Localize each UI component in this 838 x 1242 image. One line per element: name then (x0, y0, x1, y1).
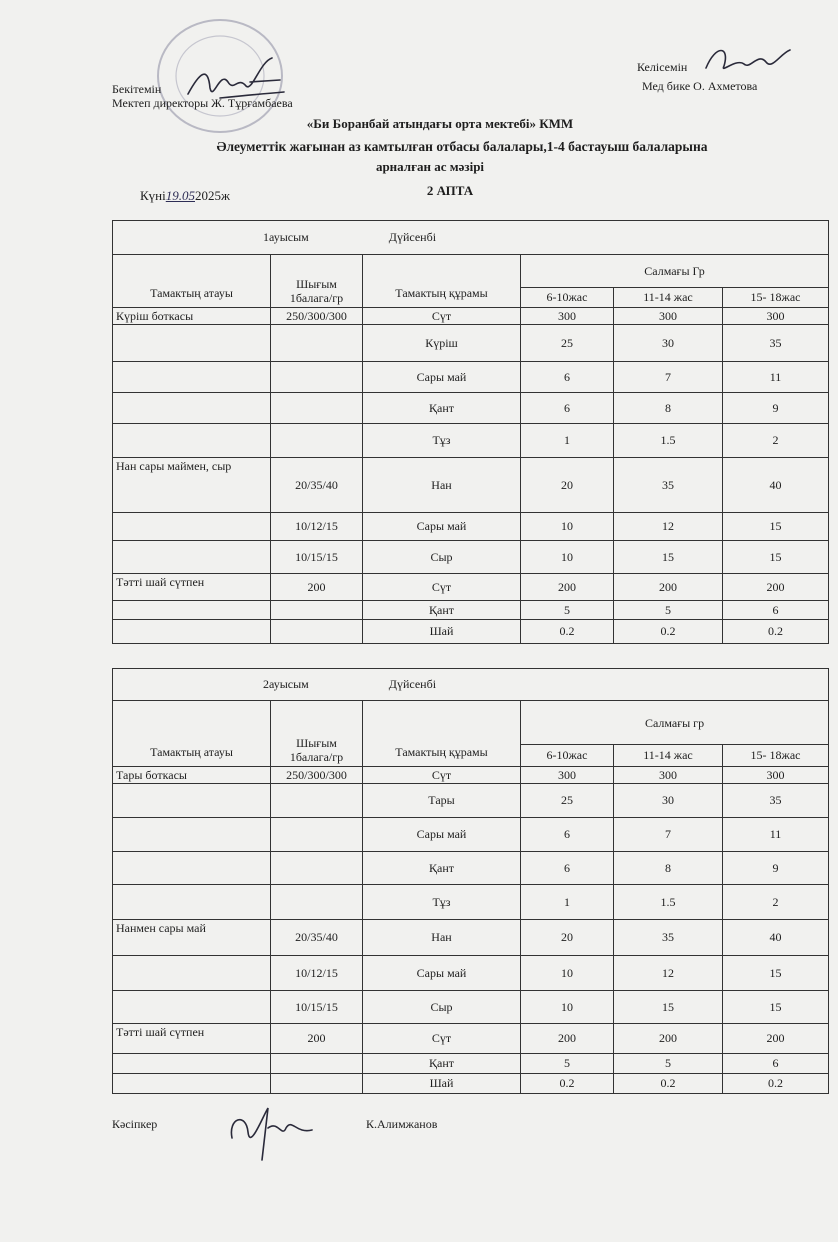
dish-name-cell: Тәтті шай сүтпен (113, 574, 271, 601)
table-row (113, 852, 829, 885)
portion-cell (271, 818, 363, 852)
dish-name-cell (113, 885, 271, 920)
col-composition: Тамактың құрамы (363, 255, 521, 308)
age-11-14-value: 300 (614, 308, 723, 325)
ingredient-cell: Күріш (363, 325, 521, 362)
table-row (113, 767, 829, 784)
age-11-14-value: 8 (614, 393, 723, 424)
table-row (113, 784, 829, 818)
portion-cell: 10/15/15 (271, 541, 363, 574)
menu-title-line2: арналған ас мәзірі (375, 159, 485, 174)
age-11-14-value: 12 (614, 956, 723, 991)
age-6-10-value: 6 (521, 362, 614, 393)
age-15-18-value: 35 (723, 325, 829, 362)
portion-cell: 10/12/15 (271, 956, 363, 991)
age-11-14-value: 30 (614, 325, 723, 362)
shift2-day: Дүйсенбі (388, 677, 437, 691)
age-15-18-value: 9 (723, 852, 829, 885)
col-dish-name: Тамактың атауы (113, 255, 271, 308)
age-11-14-value: 35 (614, 920, 723, 956)
age-11-14-value: 5 (614, 601, 723, 620)
table-row (113, 601, 829, 620)
age-6-10-value: 25 (521, 325, 614, 362)
age-11-14-value: 15 (614, 541, 723, 574)
dish-name-cell (113, 852, 271, 885)
col-age-11-14: 11-14 жас (614, 288, 723, 308)
age-11-14-value: 35 (614, 458, 723, 513)
shift1-label: 1ауысым (263, 230, 309, 244)
age-6-10-value: 6 (521, 852, 614, 885)
dish-name-cell (113, 393, 271, 424)
age-15-18-value: 2 (723, 424, 829, 458)
portion-cell (271, 325, 363, 362)
age-15-18-value: 15 (723, 991, 829, 1024)
age-11-14-value: 1.5 (614, 885, 723, 920)
nurse-name: Мед бике О. Ахметова (642, 79, 758, 93)
ingredient-cell: Сары май (363, 362, 521, 393)
age-15-18-value: 11 (723, 818, 829, 852)
table-row (113, 308, 829, 325)
age-15-18-value: 15 (723, 541, 829, 574)
portion-cell: 20/35/40 (271, 458, 363, 513)
ingredient-cell: Сүт (363, 308, 521, 325)
dish-name-cell: Тары боткасы (113, 767, 271, 784)
table-row (113, 393, 829, 424)
ingredient-cell: Тұз (363, 424, 521, 458)
age-15-18-value: 6 (723, 601, 829, 620)
shift1-col-head (113, 255, 829, 288)
ingredient-cell: Қант (363, 601, 521, 620)
age-6-10-value: 6 (521, 393, 614, 424)
age-11-14-value: 300 (614, 767, 723, 784)
age-6-10-value: 10 (521, 991, 614, 1024)
age-6-10-value: 1 (521, 885, 614, 920)
age-6-10-value: 0.2 (521, 620, 614, 644)
age-6-10-value: 10 (521, 956, 614, 991)
age-15-18-value: 15 (723, 513, 829, 541)
ingredient-cell: Сары май (363, 818, 521, 852)
table-row (113, 920, 829, 956)
table-row (113, 991, 829, 1024)
portion-cell (271, 393, 363, 424)
agree-label: Келісемін (637, 60, 688, 74)
col-dish-name: Тамактың атауы (113, 701, 271, 767)
age-11-14-value: 8 (614, 852, 723, 885)
portion-cell (271, 852, 363, 885)
col-portion: Шығым 1балага/гр (271, 701, 363, 767)
portion-cell: 200 (271, 574, 363, 601)
entrepreneur-signature (222, 1098, 322, 1168)
age-15-18-value: 11 (723, 362, 829, 393)
age-15-18-value: 0.2 (723, 620, 829, 644)
age-11-14-value: 200 (614, 1024, 723, 1054)
age-6-10-value: 10 (521, 541, 614, 574)
dish-name-cell: Нан сары маймен, сыр (113, 458, 271, 513)
shift2-col-head (113, 701, 829, 745)
dish-name-cell (113, 541, 271, 574)
portion-cell: 250/300/300 (271, 767, 363, 784)
table-row (113, 362, 829, 393)
shift1-day: Дүйсенбі (388, 230, 437, 244)
shift1-rows (113, 308, 829, 644)
date-label: Күні (140, 188, 166, 203)
age-15-18-value: 2 (723, 885, 829, 920)
age-6-10-value: 1 (521, 424, 614, 458)
dish-name-cell (113, 620, 271, 644)
portion-cell: 10/12/15 (271, 513, 363, 541)
col-composition: Тамактың құрамы (363, 701, 521, 767)
dish-name-cell: Күріш боткасы (113, 308, 271, 325)
approver-title: Мектеп директоры Ж. Тұрғамбаева (112, 96, 293, 110)
portion-cell (271, 885, 363, 920)
ingredient-cell: Сары май (363, 513, 521, 541)
col-age-6-10: 6-10жас (521, 745, 614, 767)
dish-name-cell (113, 991, 271, 1024)
col-age-15-18: 15- 18жас (723, 745, 829, 767)
age-11-14-value: 12 (614, 513, 723, 541)
portion-cell (271, 601, 363, 620)
ingredient-cell: Сүт (363, 767, 521, 784)
table-row (113, 574, 829, 601)
dish-name-cell (113, 362, 271, 393)
age-15-18-value: 200 (723, 574, 829, 601)
portion-cell (271, 784, 363, 818)
portion-cell: 10/15/15 (271, 991, 363, 1024)
shift2-table (112, 668, 829, 1094)
table-row (113, 458, 829, 513)
ingredient-cell: Шай (363, 620, 521, 644)
date-year: 2025ж (195, 188, 230, 203)
age-11-14-value: 200 (614, 574, 723, 601)
portion-cell (271, 1074, 363, 1094)
age-11-14-value: 30 (614, 784, 723, 818)
table-row (113, 1074, 829, 1094)
ingredient-cell: Тұз (363, 885, 521, 920)
age-6-10-value: 6 (521, 818, 614, 852)
ingredient-cell: Қант (363, 393, 521, 424)
dish-name-cell (113, 325, 271, 362)
table-row (113, 541, 829, 574)
age-11-14-value: 1.5 (614, 424, 723, 458)
ingredient-cell: Тары (363, 784, 521, 818)
age-11-14-value: 0.2 (614, 620, 723, 644)
ingredient-cell: Шай (363, 1074, 521, 1094)
col-weight: Салмағы гр (521, 701, 829, 745)
col-age-11-14: 11-14 жас (614, 745, 723, 767)
portion-cell: 20/35/40 (271, 920, 363, 956)
age-6-10-value: 5 (521, 1054, 614, 1074)
age-15-18-value: 40 (723, 458, 829, 513)
table-row (113, 424, 829, 458)
age-15-18-value: 35 (723, 784, 829, 818)
age-11-14-value: 7 (614, 362, 723, 393)
dish-name-cell (113, 784, 271, 818)
col-age-15-18: 15- 18жас (723, 288, 829, 308)
age-6-10-value: 25 (521, 784, 614, 818)
age-6-10-value: 0.2 (521, 1074, 614, 1094)
ingredient-cell: Сүт (363, 574, 521, 601)
age-15-18-value: 0.2 (723, 1074, 829, 1094)
age-6-10-value: 5 (521, 601, 614, 620)
age-15-18-value: 6 (723, 1054, 829, 1074)
age-15-18-value: 200 (723, 1024, 829, 1054)
menu-title-line1: Әлеуметтік жағынан аз камтылған отбасы балалары,1-4 бастауыш балаларына (216, 139, 708, 154)
col-portion: Шығым 1балага/гр (271, 255, 363, 308)
dish-name-cell (113, 1054, 271, 1074)
date-value: 19.05 (165, 188, 195, 203)
age-6-10-value: 300 (521, 308, 614, 325)
portion-cell (271, 424, 363, 458)
table-row (113, 325, 829, 362)
shift2-header-row (113, 669, 829, 701)
entrepreneur-label: Кәсіпкер (112, 1117, 158, 1131)
portion-cell (271, 1054, 363, 1074)
dish-name-cell: Нанмен сары май (113, 920, 271, 956)
shift2-label: 2ауысым (263, 677, 309, 691)
ingredient-cell: Нан (363, 920, 521, 956)
dish-name-cell: Тәтті шай сүтпен (113, 1024, 271, 1054)
shift1-table (112, 220, 829, 644)
entrepreneur-name: К.Алимжанов (366, 1117, 438, 1131)
age-6-10-value: 200 (521, 1024, 614, 1054)
age-15-18-value: 40 (723, 920, 829, 956)
table-row (113, 620, 829, 644)
ingredient-cell: Сүт (363, 1024, 521, 1054)
ingredient-cell: Қант (363, 852, 521, 885)
shift2-rows (113, 767, 829, 1094)
age-15-18-value: 9 (723, 393, 829, 424)
approve-label: Бекітемін (112, 82, 162, 96)
portion-cell (271, 362, 363, 393)
date-line (140, 189, 230, 203)
nurse-signature (700, 40, 800, 80)
age-6-10-value: 20 (521, 920, 614, 956)
age-11-14-value: 7 (614, 818, 723, 852)
age-11-14-value: 0.2 (614, 1074, 723, 1094)
week-label: 2 АПТА (426, 183, 474, 198)
age-11-14-value: 5 (614, 1054, 723, 1074)
school-name: «Би Боранбай атындағы орта мектебі» КММ (306, 116, 574, 131)
table-row (113, 1054, 829, 1074)
dish-name-cell (113, 818, 271, 852)
dish-name-cell (113, 424, 271, 458)
age-6-10-value: 10 (521, 513, 614, 541)
col-weight: Салмағы Гр (521, 255, 829, 288)
shift1-header-row (113, 221, 829, 255)
portion-cell: 200 (271, 1024, 363, 1054)
ingredient-cell: Қант (363, 1054, 521, 1074)
table-row (113, 513, 829, 541)
ingredient-cell: Сыр (363, 541, 521, 574)
table-row (113, 885, 829, 920)
table-row (113, 818, 829, 852)
table-row (113, 956, 829, 991)
ingredient-cell: Сыр (363, 991, 521, 1024)
age-6-10-value: 200 (521, 574, 614, 601)
dish-name-cell (113, 956, 271, 991)
col-age-6-10: 6-10жас (521, 288, 614, 308)
age-11-14-value: 15 (614, 991, 723, 1024)
age-6-10-value: 20 (521, 458, 614, 513)
portion-cell (271, 620, 363, 644)
portion-cell: 250/300/300 (271, 308, 363, 325)
table-row (113, 1024, 829, 1054)
age-15-18-value: 300 (723, 767, 829, 784)
dish-name-cell (113, 601, 271, 620)
age-15-18-value: 15 (723, 956, 829, 991)
dish-name-cell (113, 1074, 271, 1094)
dish-name-cell (113, 513, 271, 541)
age-15-18-value: 300 (723, 308, 829, 325)
ingredient-cell: Нан (363, 458, 521, 513)
age-6-10-value: 300 (521, 767, 614, 784)
ingredient-cell: Сары май (363, 956, 521, 991)
